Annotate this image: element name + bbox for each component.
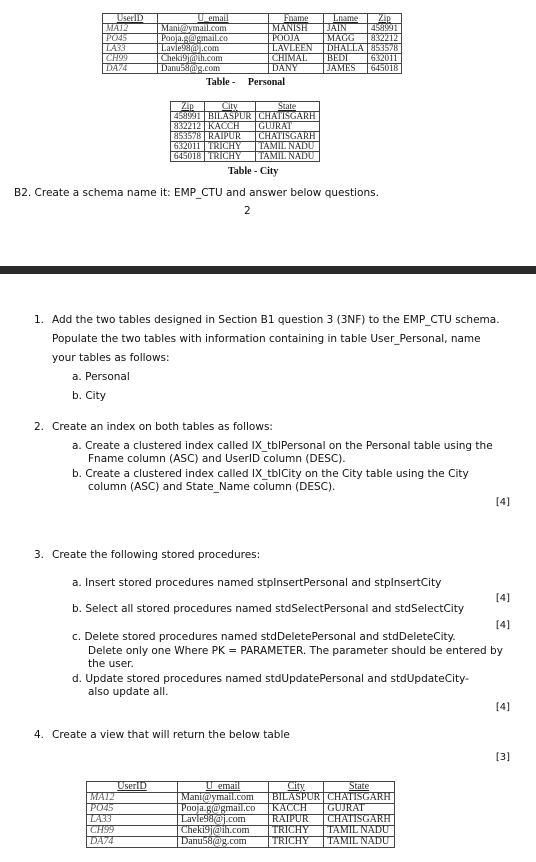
- q3-item-d: also update all.: [88, 686, 169, 698]
- q1-number: 1.: [34, 314, 45, 326]
- table-cell: TAMIL NADU: [324, 826, 394, 837]
- column-header: UserID: [87, 782, 178, 793]
- table-row: [103, 64, 402, 74]
- table-cell: MA12: [87, 793, 178, 804]
- column-header: Lname: [324, 14, 368, 24]
- table-cell: DANY: [269, 64, 324, 74]
- column-header: State: [255, 102, 319, 112]
- column-header: Fname: [269, 14, 324, 24]
- personal-table: [102, 13, 402, 74]
- table-cell: Lavle98@j.com: [178, 815, 269, 826]
- table-header-row: [103, 14, 402, 24]
- table-cell: 853578: [171, 132, 205, 142]
- table-cell: KACCH: [269, 804, 324, 815]
- table-cell: TRICHY: [269, 837, 324, 848]
- table-cell: JAIN: [324, 24, 368, 34]
- q3-item-c: Delete only one Where PK = PARAMETER. The parameter should be entered by: [88, 645, 503, 657]
- table-cell: CH99: [87, 826, 178, 837]
- table-row: [171, 142, 320, 152]
- table-cell: 458991: [368, 24, 402, 34]
- table-cell: JAMES: [324, 64, 368, 74]
- table-cell: Pooja.g@gmail.co: [158, 34, 269, 44]
- table-cell: DA74: [103, 64, 158, 74]
- q1-text-line: Add the two tables designed in Section B1 question 3 (3NF) to the EMP_CTU schema.: [52, 314, 500, 326]
- table-cell: DHALLA: [324, 44, 368, 54]
- table-cell: GUJRAT: [324, 804, 394, 815]
- column-header: U_email: [178, 782, 269, 793]
- table-cell: PO45: [87, 804, 178, 815]
- table-cell: DA74: [87, 837, 178, 848]
- city-table: [170, 101, 320, 162]
- table-cell: TRICHY: [205, 142, 256, 152]
- q2-item-b: b. Create a clustered index called IX_tblCity on the City table using the City: [72, 468, 469, 480]
- table-row: [103, 24, 402, 34]
- column-header: City: [205, 102, 256, 112]
- table-cell: 645018: [368, 64, 402, 74]
- table-cell: MA12: [103, 24, 158, 34]
- q3-item-c: c. Delete stored procedures named stdDeletePersonal and stdDeleteCity.: [72, 631, 456, 643]
- q1-item-a: a. Personal: [72, 371, 130, 383]
- table-cell: 632011: [368, 54, 402, 64]
- table-cell: Cheki9j@ih.com: [178, 826, 269, 837]
- table-cell: KACCH: [205, 122, 256, 132]
- q3-b-mark: [4]: [495, 620, 510, 631]
- q2-item-b: column (ASC) and State_Name column (DESC).: [88, 481, 336, 493]
- table-row: [171, 152, 320, 162]
- table-cell: TAMIL NADU: [324, 837, 394, 848]
- q2-item-a: a. Create a clustered index called IX_tblPersonal on the Personal table using the: [72, 440, 493, 452]
- q3-item-a: a. Insert stored procedures named stpInsertPersonal and stpInsertCity: [72, 577, 442, 589]
- table-row: [87, 793, 395, 804]
- q3-item-b: b. Select all stored procedures named stdSelectPersonal and stdSelectCity: [72, 603, 465, 615]
- table-row: [87, 815, 395, 826]
- column-header: State: [324, 782, 394, 793]
- table-header-row: [87, 782, 395, 793]
- table-cell: LA33: [87, 815, 178, 826]
- table-cell: CH99: [103, 54, 158, 64]
- q2-mark: [4]: [495, 497, 510, 508]
- table-cell: Pooja.g@gmail.co: [178, 804, 269, 815]
- table-cell: CHIMAL: [269, 54, 324, 64]
- table-row: [103, 34, 402, 44]
- table-cell: BEDI: [324, 54, 368, 64]
- table-cell: CHATISGARH: [255, 132, 319, 142]
- table-cell: 458991: [171, 112, 205, 122]
- table-cell: Danu58@g.com: [158, 64, 269, 74]
- table-cell: BILASPUR: [269, 793, 324, 804]
- table-cell: MANISH: [269, 24, 324, 34]
- q4-mark: [3]: [495, 752, 510, 763]
- q2-intro: Create an index on both tables as follows:: [52, 421, 273, 433]
- table-row: [171, 122, 320, 132]
- table-cell: RAIPUR: [269, 815, 324, 826]
- table-cell: CHATISGARH: [255, 112, 319, 122]
- q3-intro: Create the following stored procedures:: [52, 549, 261, 561]
- table-cell: Mani@ymail.com: [158, 24, 269, 34]
- table-cell: 632011: [171, 142, 205, 152]
- table-cell: 832212: [368, 34, 402, 44]
- table-cell: TAMIL NADU: [255, 152, 319, 162]
- q1-text-line: your tables as follows:: [52, 352, 170, 364]
- table-cell: TAMIL NADU: [255, 142, 319, 152]
- q3-a-mark: [4]: [495, 593, 510, 604]
- column-header: Zip: [171, 102, 205, 112]
- table-cell: Danu58@g.com: [178, 837, 269, 848]
- personal-table-caption: Table - Personal: [206, 77, 286, 88]
- q3-item-d: d. Update stored procedures named stdUpdatePersonal and stdUpdateCity-: [72, 673, 469, 685]
- q1-text-line: Populate the two tables with information containing in table User_Personal, name: [52, 333, 481, 345]
- table-row: [171, 112, 320, 122]
- q2-number: 2.: [34, 421, 45, 433]
- table-cell: Mani@ymail.com: [178, 793, 269, 804]
- q1-item-b: b. City: [72, 390, 106, 402]
- table-cell: PO45: [103, 34, 158, 44]
- table-cell: LA33: [103, 44, 158, 54]
- table-cell: RAIPUR: [205, 132, 256, 142]
- table-cell: TRICHY: [269, 826, 324, 837]
- page-number: 2: [244, 205, 251, 217]
- table-cell: Lavle98@j.com: [158, 44, 269, 54]
- table-cell: 645018: [171, 152, 205, 162]
- q3-number: 3.: [34, 549, 45, 561]
- section-b2-heading: B2. Create a schema name it: EMP_CTU and answer below questions.: [14, 187, 379, 199]
- q3-d-mark: [4]: [495, 702, 510, 713]
- table-cell: MAGG: [324, 34, 368, 44]
- table-cell: CHATISGARH: [324, 815, 394, 826]
- city-table-caption: Table - City: [228, 166, 279, 177]
- table-row: [103, 54, 402, 64]
- view-table: [86, 781, 395, 848]
- table-header-row: [171, 102, 320, 112]
- table-row: [103, 44, 402, 54]
- table-row: [87, 804, 395, 815]
- table-row: [87, 826, 395, 837]
- q4-intro: Create a view that will return the below table: [52, 729, 290, 741]
- q4-number: 4.: [34, 729, 45, 741]
- column-header: Zip: [368, 14, 402, 24]
- table-cell: LAVLEEN: [269, 44, 324, 54]
- column-header: City: [269, 782, 324, 793]
- column-header: U_email: [158, 14, 269, 24]
- table-cell: CHATISGARH: [324, 793, 394, 804]
- table-row: [87, 837, 395, 848]
- q3-item-c: the user.: [88, 658, 134, 670]
- table-cell: Cheki9j@ih.com: [158, 54, 269, 64]
- table-cell: 832212: [171, 122, 205, 132]
- table-cell: GUJRAT: [255, 122, 319, 132]
- table-row: [171, 132, 320, 142]
- table-cell: 853578: [368, 44, 402, 54]
- table-cell: BILASPUR: [205, 112, 256, 122]
- column-header: UserID: [103, 14, 158, 24]
- table-cell: POOJA: [269, 34, 324, 44]
- table-cell: TRICHY: [205, 152, 256, 162]
- q2-item-a: Fname column (ASC) and UserID column (DESC).: [88, 453, 346, 465]
- page-divider: [0, 266, 536, 274]
